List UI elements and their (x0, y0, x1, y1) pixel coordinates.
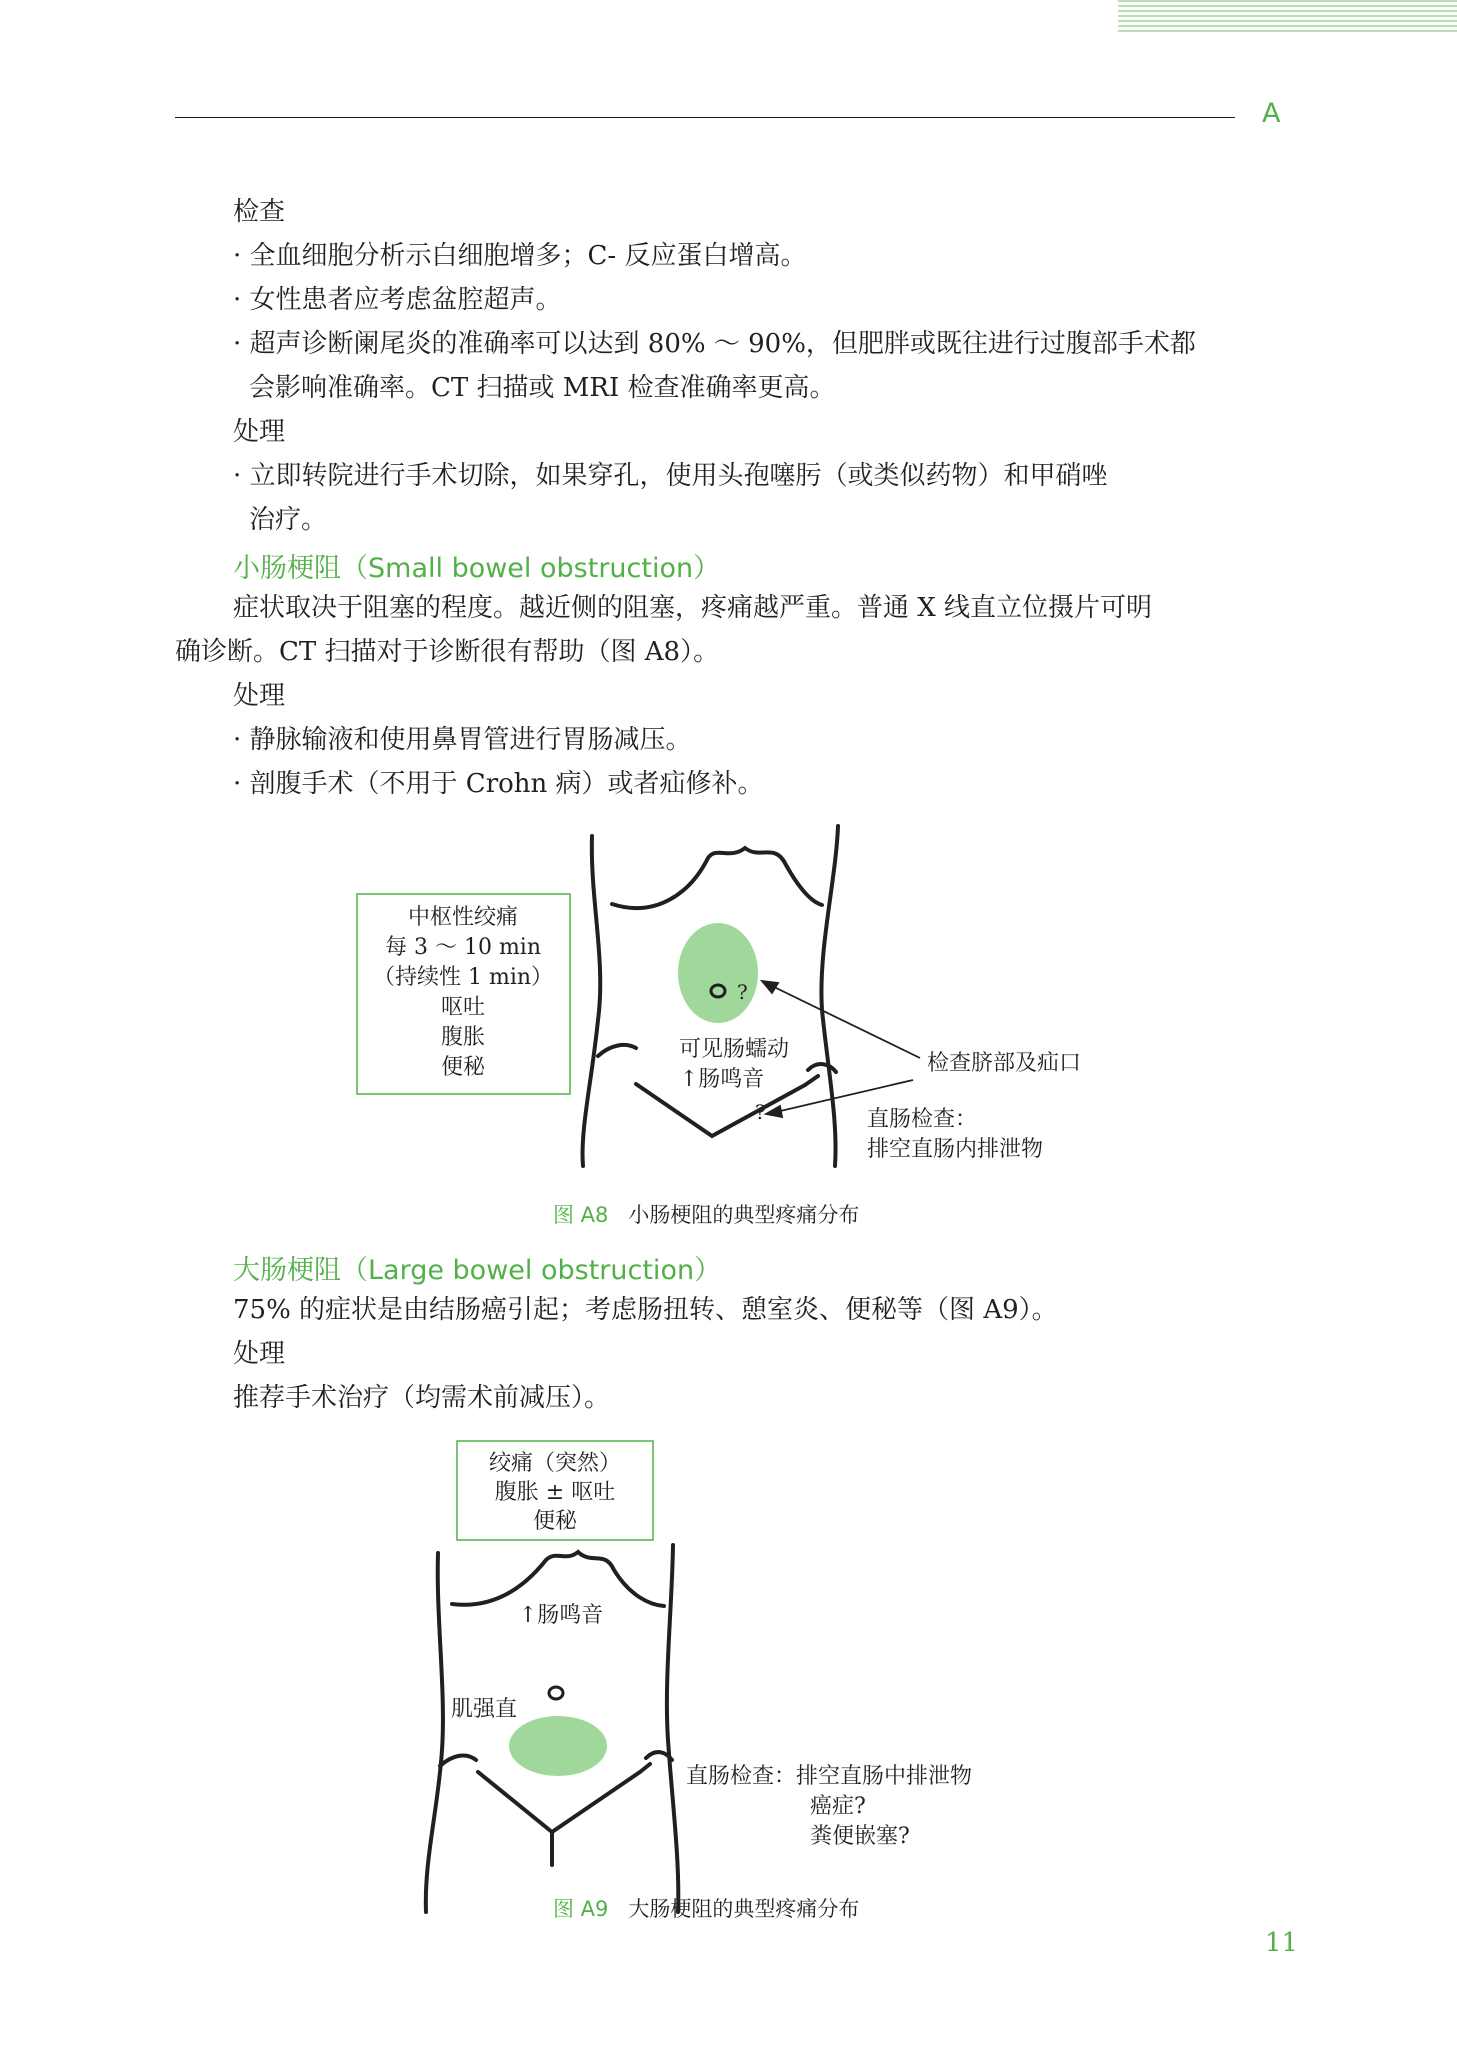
treatment-bullet-line-2: 治疗。 (249, 505, 328, 535)
treatment-heading-3: 处理 (233, 1339, 286, 1369)
a8-box-line-5: 腹胀 (440, 1025, 486, 1050)
a8-pain-region (678, 923, 758, 1023)
figure-a9-diagram (0, 1400, 1457, 1960)
a8-box-line-4: 呕吐 (440, 995, 486, 1020)
navel-icon (549, 1687, 563, 1699)
a9-pain-region (509, 1716, 607, 1776)
exam-bullet-1: · 全血细胞分析示白细胞增多；C- 反应蛋白增高。 (233, 241, 807, 271)
treatment-heading-1: 处理 (233, 417, 286, 447)
exam-heading: 检查 (233, 197, 286, 227)
figure-a9-caption (553, 1893, 859, 1923)
sbo-paragraph-line-1: 症状取决于阻塞的程度。越近侧的阻塞，疼痛越严重。普通 X 线直立位摄片可明 (233, 593, 1153, 623)
a8-rectal-line-2: 排空直肠内排泄物 (867, 1137, 1044, 1162)
figure-a8-caption (553, 1199, 859, 1229)
a9-box-line-2: 腹胀 ± 呕吐 (494, 1480, 616, 1505)
a9-box-line-1: 绞痛（突然） (488, 1451, 622, 1476)
lbo-paragraph: 75% 的症状是由结肠癌引起；考虑肠扭转、憩室炎、便秘等（图 A9）。 (233, 1295, 1058, 1325)
a8-question-mark-1: ? (737, 980, 748, 1004)
a9-rectal-line-1: 直肠检查：排空直肠中排泄物 (686, 1764, 973, 1789)
lbo-heading: 大肠梗阻（Large bowel obstruction） (233, 1255, 722, 1286)
chapter-letter: A (1262, 98, 1281, 129)
figure-a8-caption-number: 图 A8 (553, 1203, 609, 1227)
a8-check-navel-label: 检查脐部及疝口 (927, 1051, 1082, 1076)
a9-rigidity-label: 肌强直 (451, 1697, 518, 1722)
a9-box-line-3: 便秘 (532, 1509, 578, 1534)
page-number: 11 (1265, 1928, 1299, 1958)
a8-peristalsis-label: 可见肠蠕动 (678, 1037, 790, 1062)
a9-bowel-sounds-label: ↑肠鸣音 (518, 1603, 604, 1628)
a8-question-mark-2: ? (755, 1100, 766, 1124)
figure-a9-caption-text: 大肠梗阻的典型疼痛分布 (628, 1897, 860, 1921)
sbo-paragraph-line-2: 确诊断。CT 扫描对于诊断很有帮助（图 A8）。 (175, 637, 720, 667)
a8-box-line-1: 中枢性绞痛 (407, 905, 519, 930)
treatment-3-paragraph: 推荐手术治疗（均需术前减压）。 (233, 1383, 611, 1413)
a8-bowel-sounds-label: ↑肠鸣音 (679, 1067, 765, 1092)
a8-box-line-2: 每 3 ～ 10 min (384, 935, 542, 960)
a9-rectal-line-3: 粪便嵌塞? (810, 1824, 910, 1849)
exam-bullet-3-line-1: · 超声诊断阑尾炎的准确率可以达到 80% ～ 90%，但肥胖或既往进行过腹部手术都 (233, 329, 1196, 359)
a8-rectal-line-1: 直肠检查： (867, 1107, 978, 1132)
a8-box-line-3: （持续性 1 min） (372, 965, 554, 990)
sbo-heading: 小肠梗阻（Small bowel obstruction） (233, 553, 721, 584)
treatment-2-bullet-2: · 剖腹手术（不用于 Crohn 病）或者疝修补。 (233, 769, 764, 799)
treatment-2-bullet-1: · 静脉输液和使用鼻胃管进行胃肠减压。 (233, 725, 692, 755)
treatment-bullet-line-1: · 立即转院进行手术切除，如果穿孔，使用头孢噻肟（或类似药物）和甲硝唑 (233, 461, 1108, 491)
figure-a8-caption-text: 小肠梗阻的典型疼痛分布 (628, 1203, 860, 1227)
a9-rectal-line-2: 癌症? (810, 1794, 866, 1819)
exam-bullet-2: · 女性患者应考虑盆腔超声。 (233, 285, 562, 315)
figure-a9-caption-number: 图 A9 (553, 1897, 609, 1921)
treatment-heading-2: 处理 (233, 681, 286, 711)
exam-bullet-3-line-2: 会影响准确率。CT 扫描或 MRI 检查准确率更高。 (249, 373, 836, 403)
a8-box-line-6: 便秘 (440, 1055, 486, 1080)
